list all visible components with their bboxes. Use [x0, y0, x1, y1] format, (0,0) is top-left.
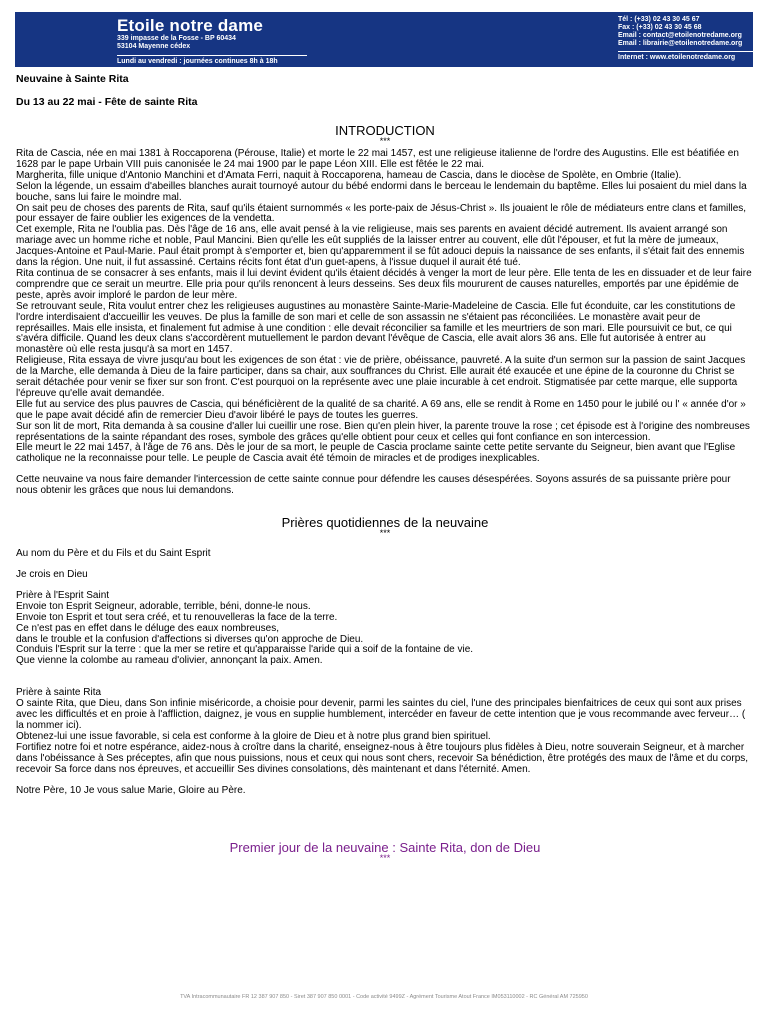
document-body — [16, 70, 754, 862]
stars-divider: *** — [379, 853, 391, 864]
address-line-2: 53104 Mayenne cédex — [117, 43, 191, 50]
holy-spirit-prayer-line: Conduis l'Esprit sur la terre : que la mer se retire et qu'apparaisse l'aride qui a soif de la fontaine de vie. — [16, 644, 474, 656]
rita-prayer-line: Obtenez-lui une issue favorable, si cela est conforme à la gloire de Dieu et à notre plus grand bien spirituel. — [16, 730, 491, 742]
page-title: Neuvaine à Sainte Rita — [16, 73, 129, 85]
holy-spirit-prayer-line: Que vienne la colombe au rameau d'olivier, annonçant la paix. Amen. — [16, 655, 323, 667]
phone: Tél : (+33) 02 43 30 45 67 — [618, 16, 700, 23]
intro-paragraph: Rita continua de se consacrer à ses enfants, mais il lui devint évident qu'ils étaient décidés à venger la mort de leur père. Elle tenta de les en dissuader et de leur faire comprendre que ce serait un meurtre. Elle pria pour qu'ils renoncent à leurs desseins. Ses deux fils moururent de causes naturelles, emportés par une épidémie de peste, après avoir imploré le pardon de leur mère. — [16, 267, 752, 301]
holy-spirit-prayer-line: Envoie ton Esprit Seigneur, adorable, terrible, béni, donne-le nous. — [16, 600, 311, 612]
spacer — [16, 560, 754, 570]
contact-block — [618, 16, 753, 62]
creed: Je crois en Dieu — [16, 569, 88, 580]
intro-closing: Cette neuvaine va nous faire demander l'intercession de cette sainte connue pour défendre les causes désespérées. Soyons assurés de sa puissante prière pour nous obtenir les grâces que nous lui demandons. — [16, 474, 731, 497]
intro-paragraph: On sait peu de choses des parents de Rita, sauf qu'ils étaient surnommés « les porte-paix de Jésus-Christ ». Ils jouaient le rôle de médiateurs entre clans et familles, pour essayer de faire oublier les exigences de la vendetta. — [16, 202, 747, 225]
holy-spirit-prayer-line: Ce n'est pas en effet dans le déluge des eaux nombreuses, — [16, 622, 280, 634]
intro-paragraph: Selon la légende, un essaim d'abeilles blanches aurait tournoyé autour du bébé endormi dans le berceau le lendemain du baptême. Elles lui posaient du miel dans la bouche, sans lui faire le moindre mal. — [16, 180, 747, 203]
contact-divider — [618, 51, 753, 52]
intro-paragraph: Rita de Cascia, née en mai 1381 à Roccaporena (Pérouse, Italie) et morte le 22 mai 1457, est une religieuse italienne de l'ordre des Augustins. Elle est béatifiée en 1628 par le pape Urbain VIII puis canonisée le 24 mai 1900 par le pape Léon XIII. Elle est fêtée le 22 mai. — [16, 148, 739, 170]
brand-divider — [117, 55, 307, 56]
intro-paragraph: Sur son lit de mort, Rita demanda à sa cousine d'aller lui cueillir une rose. Bien qu'en plein hiver, la parente trouve la rose ; cet épisode est à l'origine des nombreuses représentations de la sainte répandant des roses, symbole des grâces qu'elle obtient pour ceux et celles qui font confiance en son intercession. — [16, 420, 750, 443]
spacer — [16, 581, 754, 591]
introduction-text — [16, 149, 754, 497]
rita-prayer-line: Fortifiez notre foi et notre espérance, aidez-nous à croître dans la charité, enseignez-nous à être toujours plus fidèles à Dieu, notre souverain Seigneur, et à marcher dans l'obéissance à Ses préceptes, afin que nous puissions, nous et ceux qui nous sont chers, recevoir Sa bénédiction, être protégés des maux de l'âme et du corps, recevoir Sa force dans nos épreuves, et accueillir Ses divines consolations, dès maintenant et dans l'éternité. Amen. — [16, 741, 749, 775]
stars-divider: *** — [379, 528, 391, 539]
sign-of-cross: Au nom du Père et du Fils et du Saint Esprit — [16, 548, 211, 560]
brand-title: Etoile notre dame — [117, 16, 264, 35]
daily-prayers-heading: Prières quotidiennes de la neuvaine — [281, 515, 489, 531]
fax: Fax : (+33) 02 43 30 45 68 — [618, 24, 702, 31]
our-father: Notre Père, 10 Je vous salue Marie, Gloire au Père. — [16, 784, 246, 796]
footer-legal: TVA Intracommunautaire FR 12 387 907 850 - Siret 387 907 850 0001 - Code activité 9499Z - Agrément Tourisme Atout France IM053110002 - RC Général AM 725950 — [180, 994, 588, 1000]
stars-divider: *** — [379, 136, 391, 146]
email-librairie[interactable]: Email : librairie@etoilenotredame.org — [618, 40, 743, 47]
intro-paragraph: Se retrouvant seule, Rita voulut entrer chez les religieuses augustines au monastère Sainte-Marie-Madeleine de Cascia. Elle fut éconduite, car les constitutions de l'ordre interdisaient d'accueillir les veuves. De plus la famille de son mari et celle de son assassin ne s'étaient pas réconciliées. Le monastère avait peur de représailles. Mais elle insista, et finalement fut admise à une condition : elle devait réconcilier sa famille et les meurtriers de son mari. Elle poursuivit ce but, ce qui s'avéra difficile. Quand les deux clans s'accordèrent mutuellement le pardon devant l'évêque de Cascia, elle avait alors 36 ans. Elle fut autorisée à entrer au monastère où elle resta jusqu'à sa mort en 1457. — [16, 300, 736, 356]
rita-prayer-line: O sainte Rita, que Dieu, dans Son infinie miséricorde, a choisie pour devenir, parmi les saintes du ciel, l'une des principales bienfaitrices de ceux qui sont aux prises avec les difficultés et en proie à l'affliction, daignez, je vous en supplie humblement, intercéder en faveur de cette intention que je vous recommande avec ferveur… ( la nommer ici). — [16, 698, 746, 731]
holy-spirit-prayer-line: Envoie ton Esprit et tout sera créé, et tu renouvelleras la face de la terre. — [16, 611, 338, 623]
intro-paragraph: Elle fut au service des plus pauvres de Cascia, qui bénéficièrent de la qualité de sa charité. A 69 ans, elle se rendit à Rome en 1450 pour le jubilé ou l' « année d'or » que le pape avait décidé afin de remercier Dieu d'avoir libéré le pays de toutes les guerres. — [16, 398, 746, 421]
rita-prayer-title: Prière à sainte Rita — [16, 687, 102, 699]
page-subtitle: Du 13 au 22 mai - Fête de sainte Rita — [16, 96, 198, 108]
day-one-heading: Premier jour de la neuvaine : Sainte Rita, don de Dieu — [229, 840, 541, 856]
holy-spirit-prayer-title: Prière à l'Esprit Saint — [16, 589, 110, 601]
intro-paragraph: Margherita, fille unique d'Antonio Manchini et d'Amata Ferri, naquit à Roccaporena, hameau de Cascia, dans le diocèse de Spolète, en Ombrie (Italie). — [16, 169, 682, 181]
intro-paragraph: Elle meurt le 22 mai 1457, à l'âge de 76 ans. Dès le jour de sa mort, le peuple de Cascia proclame sainte cette petite servante du Seigneur, bien avant que l'Eglise catholique ne la reconnaisse pour telle. Le peuple de Cascia avait été témoin de miracles et de prodiges inexplicables. — [16, 442, 736, 465]
spacer — [16, 776, 754, 786]
header-banner — [15, 12, 753, 67]
brand-block — [117, 17, 307, 66]
introduction-heading: INTRODUCTION — [335, 123, 435, 138]
website-link[interactable]: Internet : www.etoilenotredame.org — [618, 54, 736, 61]
opening-hours: Lundi au vendredi : journées continues 8h à 18h — [117, 58, 278, 65]
address-line-1: 339 impasse de la Fosse - BP 60434 — [117, 35, 236, 42]
intro-paragraph: Religieuse, Rita essaya de vivre jusqu'au bout les exigences de son état : vie de prière, obéissance, pauvreté. A la suite d'un sermon sur la passion de saint Jacques de la Marche, elle demanda à Dieu de la faire participer, dans sa chair, aux souffrances du Christ. Elle aurait été exaucée et une épine de la couronne du Christ se serait détachée pour venir se fixer sur son front. C'est pourquoi on la représente avec une plaie incurable à cet endroit. Stigmatisée par cette marque, elle supporta l'épreuve qu'elle avait demandée. — [16, 355, 746, 399]
intro-paragraph: Cet exemple, Rita ne l'oublia pas. Dès l'âge de 16 ans, elle avait pensé à la vie religieuse, mais ses parents en avaient décidé autrement. Ils avaient arrangé son mariage avec un homme riche et noble, Paul Mancini. Bien qu'elle les eût suppliés de la laisser entrer au couvent, elle dût l'épouser, et fut la mère de jumeaux, Jacques-Antoine et Paul-Marie. Paul était prompt à s'emporter et, bien qu'apparemment il se fût adouci depuis la naissance de ses enfants, il s'était fait des ennemis dans la région. Une nuit, il fut assassiné. Certains récits font état d'un guet-apens, à l'issue duquel il aurait été tué. — [16, 224, 745, 269]
spacer — [16, 667, 754, 688]
holy-spirit-prayer-line: dans le trouble et la confusion d'affections si diverses qu'on approche de Dieu. — [16, 633, 364, 645]
daily-prayers — [16, 549, 754, 796]
email-contact[interactable]: Email : contact@etoilenotredame.org — [618, 32, 742, 39]
